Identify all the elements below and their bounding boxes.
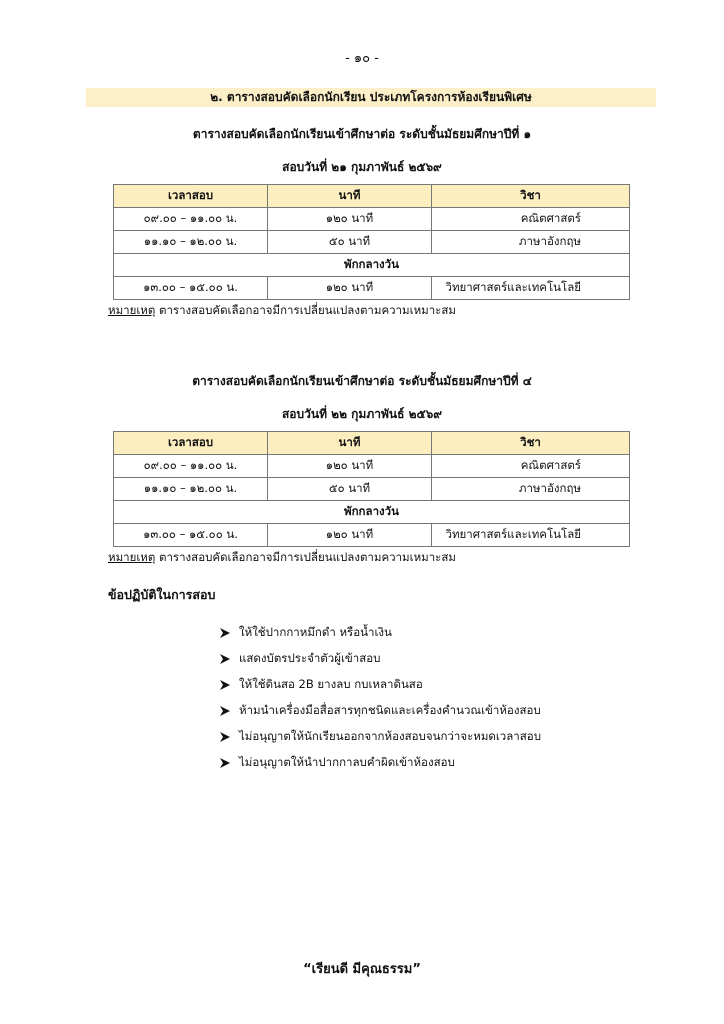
cell-minutes: ๕๐ นาที — [268, 231, 432, 254]
cell-time: ๑๓.๐๐ – ๑๕.๐๐ น. — [114, 524, 268, 547]
rule-text: ไม่อนุญาตให้นำปากกาลบคำผิดเข้าห้องสอบ — [239, 755, 455, 769]
list-item — [219, 750, 541, 776]
schedule-2-date: สอบวันที่ ๒๒ กุมภาพันธ์ ๒๕๖๙ — [281, 407, 442, 421]
note-label: หมายเหตุ — [108, 303, 156, 317]
arrow-bullet-icon — [219, 653, 231, 665]
table-row — [114, 208, 630, 231]
list-item — [219, 724, 541, 750]
note-text: ตารางสอบคัดเลือกอาจมีการเปลี่ยนแปลงตามความเหมาะสม — [155, 550, 456, 564]
table-row — [114, 277, 630, 300]
schedule-2-note — [108, 549, 456, 567]
schedule-1-title: ตารางสอบคัดเลือกนักเรียนเข้าศึกษาต่อ ระดับชั้นมัธยมศึกษาปีที่ ๑ — [192, 127, 532, 141]
list-item — [219, 672, 541, 698]
column-header-subject: วิชา — [432, 432, 630, 455]
page-number: - ๑๐ - — [345, 51, 379, 66]
column-header-time: เวลาสอบ — [114, 432, 268, 455]
break-row — [114, 254, 630, 277]
school-motto: “เรียนดี มีคุณธรรม” — [303, 962, 421, 977]
arrow-bullet-icon — [219, 679, 231, 691]
section-title: ๒. ตารางสอบคัดเลือกนักเรียน ประเภทโครงการห้องเรียนพิเศษ — [86, 88, 656, 107]
schedule-1-table — [113, 184, 630, 300]
note-text: ตารางสอบคัดเลือกอาจมีการเปลี่ยนแปลงตามความเหมาะสม — [155, 303, 456, 317]
arrow-bullet-icon — [219, 627, 231, 639]
table-header-row — [114, 185, 630, 208]
list-item — [219, 620, 541, 646]
column-header-time: เวลาสอบ — [114, 185, 268, 208]
cell-time: ๐๙.๐๐ – ๑๑.๐๐ น. — [114, 208, 268, 231]
arrow-bullet-icon — [219, 731, 231, 743]
cell-subject: คณิตศาสตร์ — [432, 455, 630, 478]
rule-text: ห้ามนำเครื่องมือสื่อสารทุกชนิดและเครื่องคำนวณเข้าห้องสอบ — [239, 703, 541, 717]
table-row — [114, 455, 630, 478]
rule-text: แสดงบัตรประจำตัวผู้เข้าสอบ — [239, 651, 381, 665]
cell-minutes: ๑๒๐ นาที — [268, 208, 432, 231]
column-header-subject: วิชา — [432, 185, 630, 208]
exam-rules-title: ข้อปฏิบัติในการสอบ — [108, 587, 216, 602]
cell-time: ๑๓.๐๐ – ๑๕.๐๐ น. — [114, 277, 268, 300]
arrow-bullet-icon — [219, 705, 231, 717]
table-row — [114, 231, 630, 254]
note-label: หมายเหตุ — [108, 550, 156, 564]
schedule-1-date: สอบวันที่ ๒๑ กุมภาพันธ์ ๒๕๖๙ — [282, 160, 442, 174]
list-item — [219, 646, 541, 672]
cell-subject: วิทยาศาสตร์และเทคโนโลยี — [432, 277, 630, 300]
schedule-2-table — [113, 431, 630, 547]
lunch-break-label: พักกลางวัน — [114, 254, 630, 277]
cell-minutes: ๑๒๐ นาที — [268, 455, 432, 478]
schedule-1-note — [108, 302, 456, 320]
arrow-bullet-icon — [219, 757, 231, 769]
cell-time: ๑๑.๑๐ – ๑๒.๐๐ น. — [114, 478, 268, 501]
cell-minutes: ๑๒๐ นาที — [268, 277, 432, 300]
lunch-break-label: พักกลางวัน — [114, 501, 630, 524]
cell-subject: วิทยาศาสตร์และเทคโนโลยี — [432, 524, 630, 547]
list-item — [219, 698, 541, 724]
cell-time: ๐๙.๐๐ – ๑๑.๐๐ น. — [114, 455, 268, 478]
cell-minutes: ๕๐ นาที — [268, 478, 432, 501]
cell-subject: คณิตศาสตร์ — [432, 208, 630, 231]
table-row — [114, 524, 630, 547]
schedule-2-title: ตารางสอบคัดเลือกนักเรียนเข้าศึกษาต่อ ระดับชั้นมัธยมศึกษาปีที่ ๔ — [192, 374, 532, 388]
rule-text: ให้ใช้ปากกาหมึกดำ หรือน้ำเงิน — [239, 625, 392, 639]
table-row — [114, 478, 630, 501]
exam-rules-list — [219, 620, 541, 776]
break-row — [114, 501, 630, 524]
cell-subject: ภาษาอังกฤษ — [432, 478, 630, 501]
cell-subject: ภาษาอังกฤษ — [432, 231, 630, 254]
column-header-minutes: นาที — [268, 432, 432, 455]
table-header-row — [114, 432, 630, 455]
rule-text: ไม่อนุญาตให้นักเรียนออกจากห้องสอบจนกว่าจะหมดเวลาสอบ — [239, 729, 541, 743]
rule-text: ให้ใช้ดินสอ 2B ยางลบ กบเหลาดินสอ — [239, 677, 423, 691]
cell-minutes: ๑๒๐ นาที — [268, 524, 432, 547]
column-header-minutes: นาที — [268, 185, 432, 208]
cell-time: ๑๑.๑๐ – ๑๒.๐๐ น. — [114, 231, 268, 254]
